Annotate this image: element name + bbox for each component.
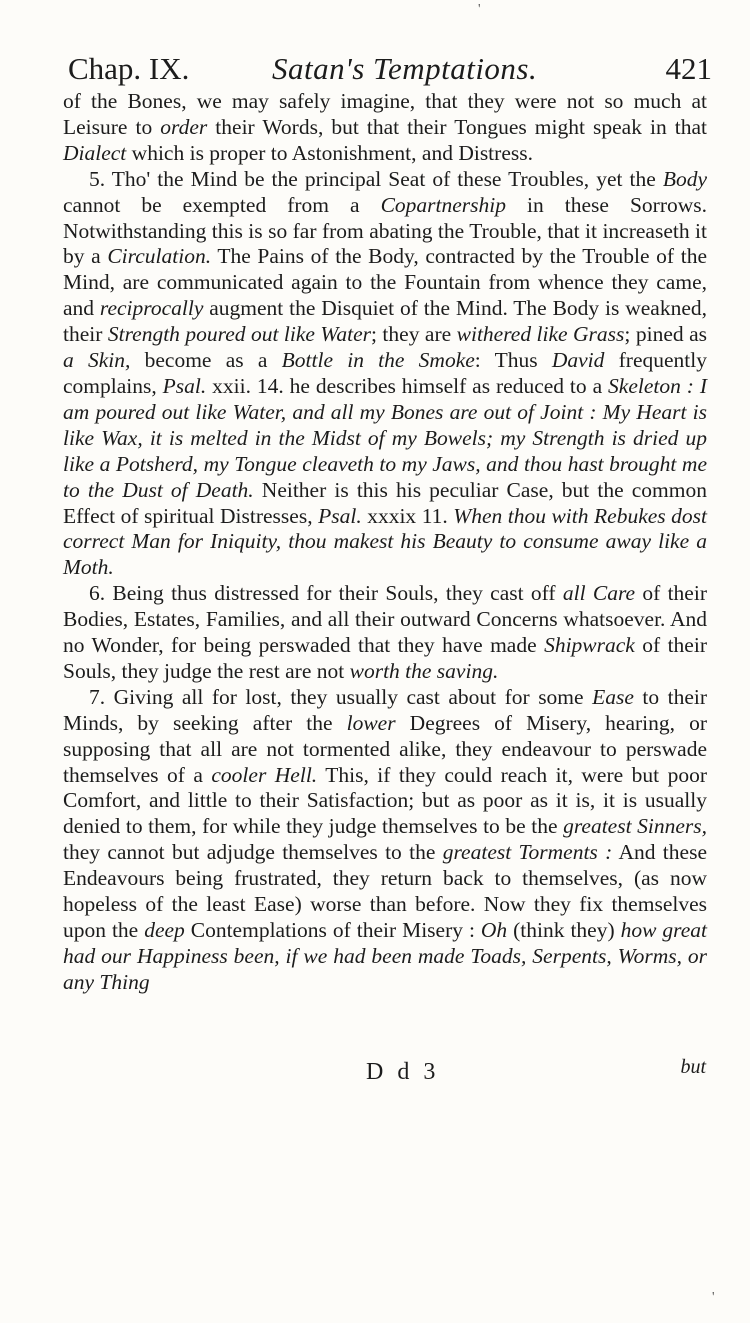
- text-run: they cannot but adjudge themselves to the: [63, 840, 443, 865]
- italic-run: lower: [346, 710, 396, 735]
- italic-run: withered like Grass: [456, 322, 625, 347]
- paragraph: [63, 581, 707, 685]
- text-run: This, if they could reach it, were but poor Comfort, and little to their Satisfaction; but as poor as it is, it is usually denied to them, for while they judge themselves to be the: [63, 762, 707, 839]
- text-run: xxii. 14. he describes himself as reduced to a: [206, 373, 609, 398]
- text-run: Contemplations of their Misery :: [184, 918, 481, 942]
- italic-run: David: [551, 348, 605, 373]
- signature-mark: D d 3: [366, 1059, 440, 1085]
- italic-run: When thou with Rebukes dost correct Man for Iniquity, thou makest his Beauty to consume away like a Moth.: [63, 503, 707, 580]
- italic-run: worth the saving.: [349, 658, 499, 683]
- text-run: to their Minds, by seeking after the: [63, 684, 707, 735]
- text-run: (think they): [507, 918, 621, 942]
- italic-run: greatest Sinners,: [563, 814, 707, 839]
- italic-run: a Skin,: [63, 348, 131, 373]
- italic-run: deep: [144, 918, 185, 942]
- text-run: xxxix 11.: [361, 503, 454, 528]
- text-run: which is proper to Astonishment, and Distress.: [126, 140, 533, 165]
- running-head: [68, 48, 712, 90]
- text-run: 7. Giving all for lost, they usually cast about for some: [89, 684, 593, 709]
- text-run: of their Bodies, Estates, Families, and all their outward Concerns whatsoever. And no Wonder, for being perswaded that they have made: [63, 581, 707, 658]
- italic-run: Body: [662, 166, 707, 191]
- italic-run: Oh: [480, 918, 508, 942]
- text-run: Neither is this his peculiar Case, but the common Effect of spiritual Distresses,: [63, 477, 707, 528]
- catchword: but: [680, 1056, 706, 1078]
- paragraph: [63, 685, 707, 996]
- text-run: cannot be exempted from a: [63, 192, 381, 217]
- text-run: augment the Disquiet of the Mind. The Body is weakned, their: [63, 296, 707, 347]
- italic-run: Ease: [592, 684, 634, 709]
- paragraph: [63, 89, 707, 167]
- italic-run: Copartnership: [380, 192, 507, 217]
- body-text: [63, 89, 707, 996]
- italic-run: how great had our Happiness been, if we had been made Toads, Serpents, Worms, or any Thing: [63, 918, 707, 994]
- italic-run: Strength poured out like Water: [107, 322, 371, 347]
- page-number: 421: [665, 51, 712, 86]
- text-run: become as a: [130, 348, 282, 373]
- italic-run: order: [160, 114, 208, 139]
- italic-run: reciprocally: [99, 296, 204, 321]
- text-run: of their Souls, they judge the rest are not: [63, 633, 707, 683]
- running-title: Satan's Temptations.: [272, 51, 538, 86]
- italic-run: Psal.: [162, 373, 207, 398]
- italic-run: Skeleton : I am poured out like Water, and all my Bones are out of Joint : My Heart is like Wax, it is melted in the Midst of my Bowels; my Strength is dried up like a Potsherd, my Tongue cleaveth to my Jaws, and thou hast brought me to the Dust of Death.: [63, 373, 707, 502]
- text-run: Degrees of Misery, hearing, or supposing that all are not tormented alike, they endeavour to perswade themselves of a: [63, 710, 707, 787]
- text-run: of the Bones, we may safely imagine, that they were not so much at Leisure to: [63, 89, 707, 139]
- paragraph: [63, 167, 707, 582]
- italic-run: Psal.: [318, 503, 362, 528]
- speck-mark: ': [712, 1290, 715, 1305]
- italic-run: Shipwrack: [544, 633, 635, 658]
- italic-run: all Care: [562, 581, 636, 606]
- text-run: in these Sorrows. Notwithstanding this is so far from abating the Trouble, that it increaseth it by a: [63, 192, 707, 269]
- text-run: ; pined as: [624, 322, 707, 347]
- text-run: ; they are: [370, 322, 457, 347]
- text-run: their Words, but that their Tongues might speak in that: [207, 114, 707, 139]
- text-run: frequently complains,: [63, 348, 707, 398]
- text-run: And these Endeavours being frustrated, they return back to themselves, (as now hopeless of the least Ease) worse than before. Now they fix themselves upon the: [63, 840, 707, 942]
- italic-run: Bottle in the Smoke: [281, 348, 475, 373]
- italic-run: greatest Torments :: [442, 840, 613, 865]
- chapter-label: Chap. IX.: [68, 51, 190, 86]
- italic-run: cooler Hell.: [211, 762, 318, 787]
- text-run: 5. Tho' the Mind be the principal Seat of these Troubles, yet the: [89, 166, 663, 191]
- italic-run: Circulation.: [107, 244, 212, 269]
- text-run: : Thus: [474, 348, 552, 373]
- italic-run: Dialect: [63, 140, 127, 165]
- speck-mark: ': [478, 2, 481, 17]
- text-run: 6. Being thus distressed for their Souls, they cast off: [89, 581, 563, 606]
- text-run: The Pains of the Body, contracted by the Trouble of the Mind, are communicated again to the Fountain from whence they came, and: [63, 244, 707, 321]
